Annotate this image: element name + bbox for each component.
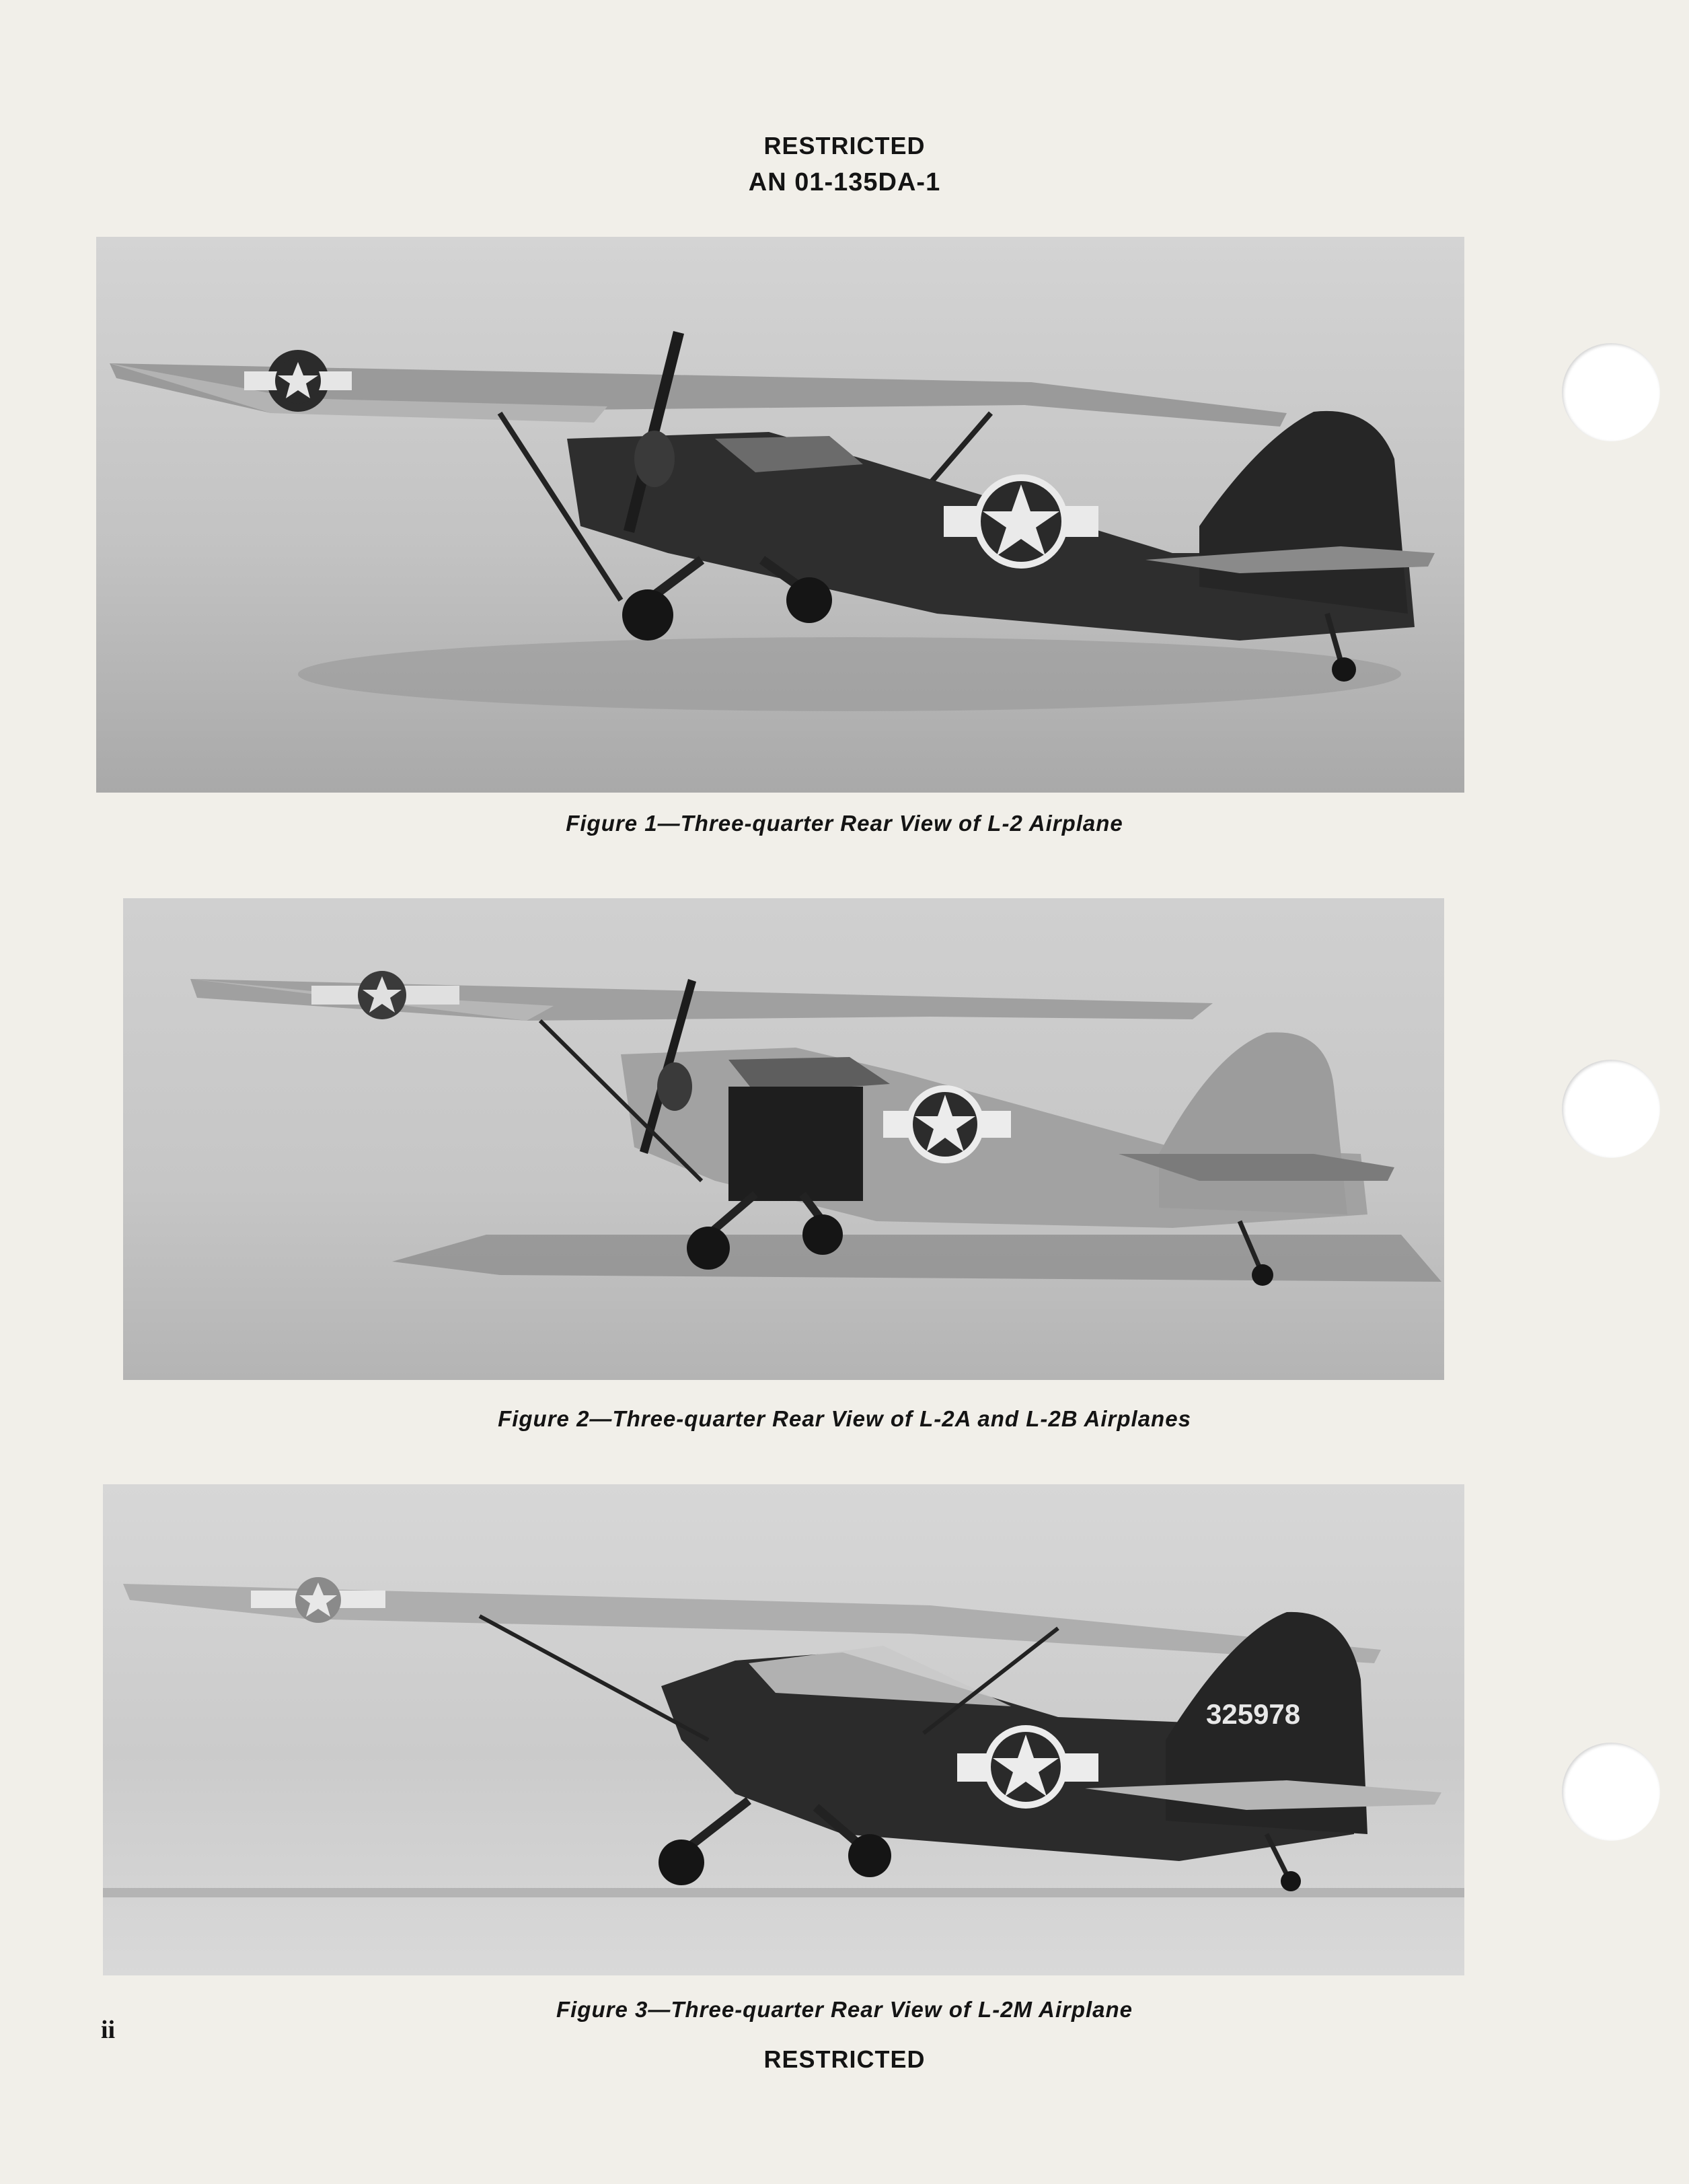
figure-2-caption: Figure 2—Three-quarter Rear View of L-2A and L-2B Airplanes [498, 1406, 1191, 1431]
page-number: ii [101, 2016, 116, 2044]
l2-airplane-photo [96, 237, 1464, 793]
l2m-airplane-photo [103, 1484, 1464, 1975]
figure-3-photo [103, 1484, 1464, 1975]
figure-1-caption: Figure 1—Three-quarter Rear View of L-2 Airplane [566, 811, 1123, 836]
header-document-number: AN 01-135DA-1 [748, 168, 941, 196]
footer-classification: RESTRICTED [763, 2045, 926, 2073]
binder-hole-top [1562, 343, 1660, 441]
binder-hole-middle [1562, 1060, 1660, 1158]
binder-hole-bottom [1562, 1743, 1660, 1841]
figure-2-photo [123, 898, 1444, 1380]
figure-3-caption: Figure 3—Three-quarter Rear View of L-2M Airplane [556, 1997, 1133, 2022]
header-classification: RESTRICTED [763, 132, 926, 159]
figure-1-photo [96, 237, 1464, 793]
tail-number: 325978 [1206, 1698, 1301, 1730]
l2a-l2b-airplane-photo [123, 898, 1444, 1380]
